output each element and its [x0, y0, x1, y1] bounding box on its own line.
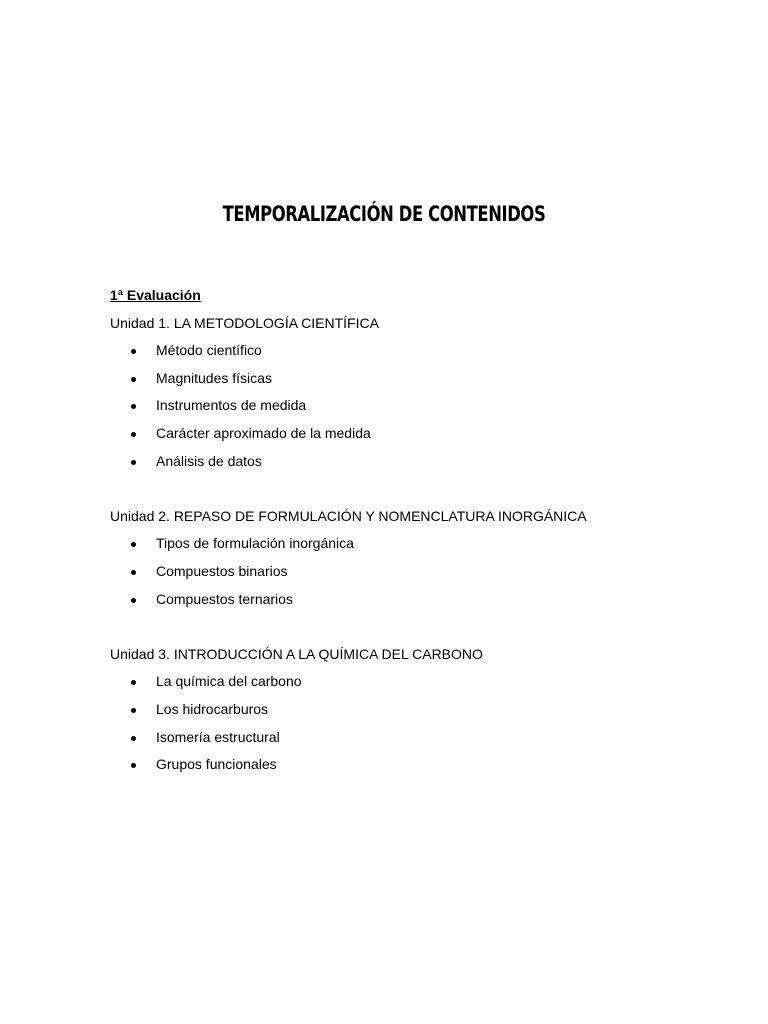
bullet-icon: [131, 432, 136, 437]
topic-label: Magnitudes físicas: [156, 369, 272, 386]
list-item: [110, 392, 730, 420]
page-title: TEMPORALIZACIÓN DE CONTENIDOS: [222, 202, 546, 226]
topic-label: Tipos de formulación inorgánica: [156, 535, 354, 552]
unit-title: Unidad 1. LA METODOLOGÍA CIENTÍFICA: [110, 314, 379, 331]
topic-list: [110, 668, 730, 778]
list-item: [110, 558, 730, 586]
topic-label: Compuestos ternarios: [156, 590, 293, 607]
list-item: [110, 337, 730, 365]
list-item: [110, 420, 730, 448]
topic-label: Método científico: [156, 342, 262, 359]
topic-label: La química del carbono: [156, 673, 302, 690]
topic-label: Carácter aproximado de la medida: [156, 424, 371, 441]
list-item: [110, 448, 730, 476]
topic-list: [110, 337, 730, 475]
topic-label: Instrumentos de medida: [156, 397, 307, 414]
unit-title: Unidad 2. REPASO DE FORMULACIÓN Y NOMENCLATURA INORGÁNICA: [110, 507, 587, 524]
list-item: [110, 751, 730, 779]
bullet-icon: [131, 598, 136, 603]
topic-label: Los hidrocarburos: [156, 700, 269, 717]
topic-list: [110, 530, 730, 613]
bullet-icon: [131, 763, 136, 768]
list-item: [110, 365, 730, 393]
bullet-icon: [131, 542, 136, 547]
document-body: [110, 282, 730, 779]
bullet-icon: [131, 349, 136, 354]
topic-label: Grupos funcionales: [156, 756, 277, 773]
bullet-icon: [131, 377, 136, 382]
bullet-icon: [131, 404, 136, 409]
topic-label: Isomería estructural: [156, 728, 280, 745]
unit-title: Unidad 3. INTRODUCCIÓN A LA QUÍMICA DEL CARBONO: [110, 645, 483, 662]
unit-section: [110, 641, 730, 779]
unit-section: [110, 503, 730, 613]
list-item: [110, 530, 730, 558]
list-item: [110, 724, 730, 752]
topic-label: Compuestos binarios: [156, 562, 288, 579]
evaluation-heading: 1ª Evaluación: [110, 287, 201, 303]
list-item: [110, 586, 730, 614]
bullet-icon: [131, 570, 136, 575]
bullet-icon: [131, 708, 136, 713]
list-item: [110, 668, 730, 696]
evaluation-heading-row: [110, 282, 730, 310]
unit-section: [110, 310, 730, 476]
bullet-icon: [131, 680, 136, 685]
topic-label: Análisis de datos: [156, 452, 262, 469]
bullet-icon: [131, 736, 136, 741]
list-item: [110, 696, 730, 724]
bullet-icon: [131, 460, 136, 465]
